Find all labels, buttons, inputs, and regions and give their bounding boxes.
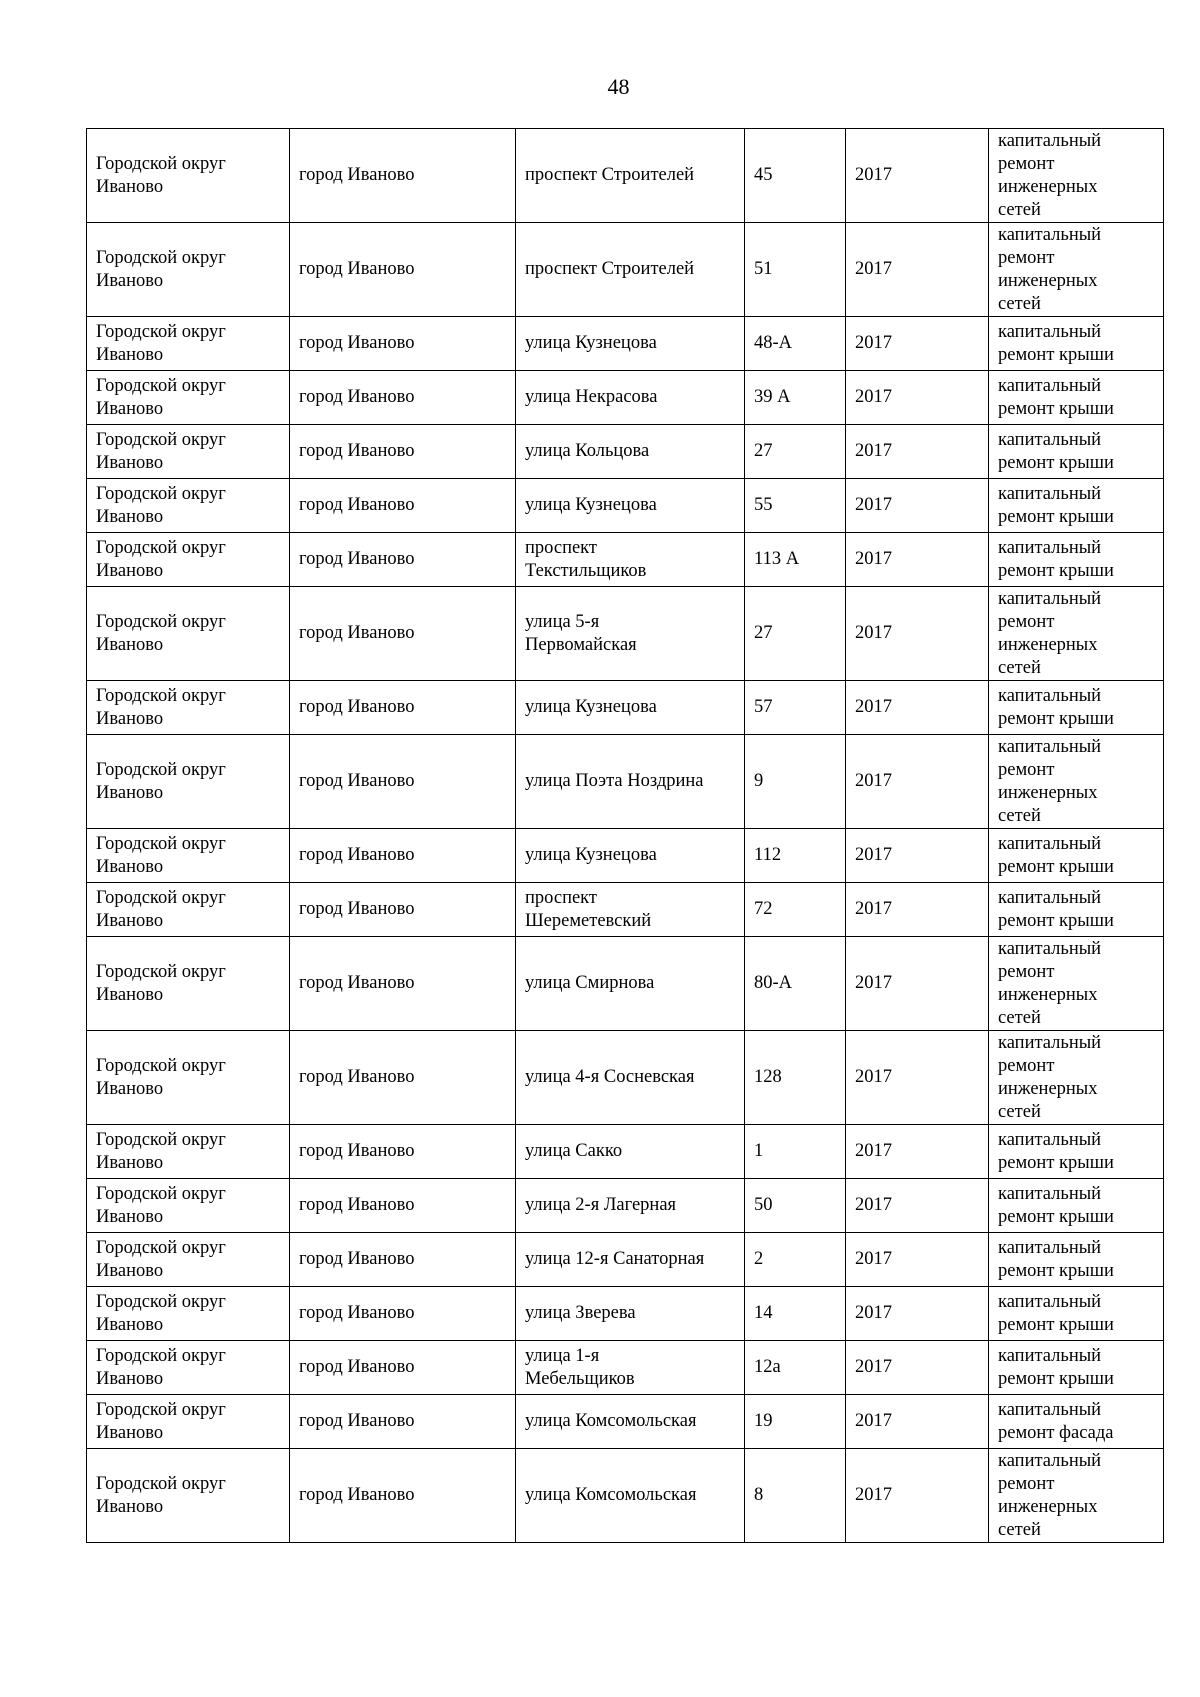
work-type-cell xyxy=(989,223,1164,317)
municipality-cell xyxy=(87,587,290,681)
street-cell xyxy=(516,587,745,681)
house-number-cell-text: 19 xyxy=(754,1411,773,1431)
table-row xyxy=(87,533,1164,587)
street-cell-text: улица Комсомольская xyxy=(525,1485,697,1505)
work-type-cell xyxy=(989,587,1164,681)
year-cell xyxy=(846,533,989,587)
municipality-cell-text: Городской округ Иваново xyxy=(96,961,226,1005)
year-cell-text: 2017 xyxy=(855,845,892,865)
work-type-cell xyxy=(989,1031,1164,1125)
house-number-cell xyxy=(745,533,846,587)
work-type-cell xyxy=(989,317,1164,371)
work-type-cell-text: капитальный ремонт инженерных сетей xyxy=(998,224,1102,314)
year-cell-text: 2017 xyxy=(855,441,892,461)
municipality-cell xyxy=(87,371,290,425)
street-cell-text: улица Кузнецова xyxy=(525,697,657,717)
year-cell-text: 2017 xyxy=(855,1485,892,1505)
table-row xyxy=(87,587,1164,681)
house-number-cell xyxy=(745,587,846,681)
work-type-cell-text: капитальный ремонт крыши xyxy=(998,1237,1114,1281)
house-number-cell-text: 9 xyxy=(754,771,764,791)
settlement-cell xyxy=(290,129,516,223)
street-cell-text: улица 5-я Первомайская xyxy=(525,611,637,655)
municipality-cell xyxy=(87,425,290,479)
municipality-cell-text: Городской округ Иваново xyxy=(96,1291,226,1335)
table-row xyxy=(87,1341,1164,1395)
work-type-cell xyxy=(989,829,1164,883)
house-number-cell xyxy=(745,1031,846,1125)
street-cell xyxy=(516,735,745,829)
year-cell xyxy=(846,937,989,1031)
house-number-cell xyxy=(745,425,846,479)
municipality-cell xyxy=(87,1031,290,1125)
work-type-cell xyxy=(989,129,1164,223)
table-row xyxy=(87,317,1164,371)
street-cell-text: проспект Шереметевский xyxy=(525,887,652,931)
street-cell-text: улица 12-я Санаторная xyxy=(525,1249,705,1269)
municipality-cell xyxy=(87,533,290,587)
year-cell-text: 2017 xyxy=(855,495,892,515)
house-number-cell xyxy=(745,129,846,223)
work-type-cell-text: капитальный ремонт крыши xyxy=(998,1291,1114,1335)
year-cell xyxy=(846,479,989,533)
municipality-cell xyxy=(87,1449,290,1543)
municipality-cell xyxy=(87,829,290,883)
year-cell xyxy=(846,1179,989,1233)
year-cell xyxy=(846,1287,989,1341)
house-number-cell xyxy=(745,1395,846,1449)
street-cell-text: улица Кольцова xyxy=(525,441,650,461)
street-cell-text: улица Кузнецова xyxy=(525,495,657,515)
work-type-cell-text: капитальный ремонт крыши xyxy=(998,887,1114,931)
table-row xyxy=(87,1287,1164,1341)
municipality-cell-text: Городской округ Иваново xyxy=(96,833,226,877)
house-number-cell xyxy=(745,1179,846,1233)
table-row xyxy=(87,129,1164,223)
year-cell-text: 2017 xyxy=(855,259,892,279)
street-cell-text: улица Кузнецова xyxy=(525,845,657,865)
street-cell xyxy=(516,1395,745,1449)
house-number-cell xyxy=(745,681,846,735)
municipality-cell-text: Городской округ Иваново xyxy=(96,611,226,655)
municipality-cell xyxy=(87,937,290,1031)
settlement-cell-text: город Иваново xyxy=(299,845,415,865)
work-type-cell xyxy=(989,937,1164,1031)
year-cell-text: 2017 xyxy=(855,387,892,407)
settlement-cell-text: город Иваново xyxy=(299,1357,415,1377)
municipality-cell-text: Городской округ Иваново xyxy=(96,1237,226,1281)
page-number: 48 xyxy=(607,74,630,99)
house-number-cell-text: 1 xyxy=(754,1141,764,1161)
table-row xyxy=(87,1233,1164,1287)
settlement-cell xyxy=(290,317,516,371)
street-cell xyxy=(516,479,745,533)
work-type-cell-text: капитальный ремонт инженерных сетей xyxy=(998,938,1102,1028)
year-cell xyxy=(846,1125,989,1179)
municipality-cell xyxy=(87,735,290,829)
municipality-cell-text: Городской округ Иваново xyxy=(96,1345,226,1389)
settlement-cell-text: город Иваново xyxy=(299,899,415,919)
house-number-cell xyxy=(745,937,846,1031)
settlement-cell-text: город Иваново xyxy=(299,1067,415,1087)
house-number-cell-text: 51 xyxy=(754,259,773,279)
settlement-cell-text: город Иваново xyxy=(299,1249,415,1269)
work-type-cell-text: капитальный ремонт инженерных сетей xyxy=(998,1032,1102,1122)
settlement-cell xyxy=(290,937,516,1031)
work-type-cell-text: капитальный ремонт крыши xyxy=(998,321,1114,365)
settlement-cell xyxy=(290,1031,516,1125)
work-type-cell-text: капитальный ремонт крыши xyxy=(998,685,1114,729)
settlement-cell xyxy=(290,1395,516,1449)
settlement-cell xyxy=(290,829,516,883)
year-cell xyxy=(846,223,989,317)
year-cell-text: 2017 xyxy=(855,771,892,791)
year-cell xyxy=(846,587,989,681)
settlement-cell xyxy=(290,371,516,425)
table-row xyxy=(87,479,1164,533)
street-cell xyxy=(516,129,745,223)
street-cell-text: улица Кузнецова xyxy=(525,333,657,353)
municipality-cell-text: Городской округ Иваново xyxy=(96,247,226,291)
settlement-cell xyxy=(290,1233,516,1287)
house-number-cell-text: 112 xyxy=(754,845,782,865)
house-number-cell-text: 2 xyxy=(754,1249,764,1269)
street-cell xyxy=(516,1287,745,1341)
house-number-cell xyxy=(745,317,846,371)
street-cell-text: улица Комсомольская xyxy=(525,1411,697,1431)
work-type-cell xyxy=(989,1125,1164,1179)
street-cell-text: проспект Строителей xyxy=(525,259,695,279)
settlement-cell xyxy=(290,735,516,829)
settlement-cell xyxy=(290,1449,516,1543)
table-row xyxy=(87,371,1164,425)
house-number-cell-text: 55 xyxy=(754,495,773,515)
settlement-cell xyxy=(290,223,516,317)
work-type-cell xyxy=(989,1287,1164,1341)
street-cell xyxy=(516,1449,745,1543)
house-number-cell-text: 27 xyxy=(754,623,773,643)
settlement-cell xyxy=(290,1125,516,1179)
municipality-cell-text: Городской округ Иваново xyxy=(96,537,226,581)
house-number-cell xyxy=(745,1287,846,1341)
street-cell xyxy=(516,371,745,425)
year-cell-text: 2017 xyxy=(855,333,892,353)
settlement-cell-text: город Иваново xyxy=(299,1141,415,1161)
year-cell xyxy=(846,1031,989,1125)
house-number-cell-text: 39 А xyxy=(754,387,791,407)
settlement-cell-text: город Иваново xyxy=(299,259,415,279)
municipality-cell-text: Городской округ Иваново xyxy=(96,887,226,931)
work-type-cell xyxy=(989,533,1164,587)
house-number-cell-text: 48-А xyxy=(754,333,793,353)
municipality-cell xyxy=(87,479,290,533)
street-cell-text: улица 2-я Лагерная xyxy=(525,1195,677,1215)
year-cell-text: 2017 xyxy=(855,973,892,993)
year-cell xyxy=(846,1395,989,1449)
settlement-cell-text: город Иваново xyxy=(299,1303,415,1323)
work-type-cell xyxy=(989,681,1164,735)
year-cell xyxy=(846,735,989,829)
house-number-cell-text: 12а xyxy=(754,1357,781,1377)
settlement-cell-text: город Иваново xyxy=(299,441,415,461)
settlement-cell xyxy=(290,587,516,681)
year-cell xyxy=(846,371,989,425)
table-row xyxy=(87,1031,1164,1125)
house-number-cell-text: 14 xyxy=(754,1303,773,1323)
work-type-cell xyxy=(989,479,1164,533)
year-cell-text: 2017 xyxy=(855,1195,892,1215)
year-cell xyxy=(846,1233,989,1287)
work-type-cell xyxy=(989,1449,1164,1543)
table-row xyxy=(87,1395,1164,1449)
municipality-cell xyxy=(87,1179,290,1233)
table-row xyxy=(87,681,1164,735)
municipality-cell xyxy=(87,1395,290,1449)
year-cell-text: 2017 xyxy=(855,697,892,717)
year-cell xyxy=(846,1449,989,1543)
municipality-cell xyxy=(87,883,290,937)
work-type-cell xyxy=(989,425,1164,479)
work-type-cell-text: капитальный ремонт крыши xyxy=(998,483,1114,527)
work-type-cell xyxy=(989,371,1164,425)
year-cell-text: 2017 xyxy=(855,165,892,185)
work-type-cell-text: капитальный ремонт крыши xyxy=(998,1129,1114,1173)
municipality-cell-text: Городской округ Иваново xyxy=(96,429,226,473)
table-row xyxy=(87,1125,1164,1179)
year-cell xyxy=(846,129,989,223)
street-cell xyxy=(516,681,745,735)
house-number-cell-text: 50 xyxy=(754,1195,773,1215)
house-number-cell xyxy=(745,829,846,883)
year-cell xyxy=(846,681,989,735)
municipality-cell-text: Городской округ Иваново xyxy=(96,1129,226,1173)
table-body xyxy=(87,129,1164,1543)
work-type-cell-text: капитальный ремонт крыши xyxy=(998,375,1114,419)
settlement-cell xyxy=(290,1341,516,1395)
street-cell-text: улица Сакко xyxy=(525,1141,623,1161)
municipality-cell-text: Городской округ Иваново xyxy=(96,1055,226,1099)
work-type-cell-text: капитальный ремонт крыши xyxy=(998,537,1114,581)
settlement-cell xyxy=(290,479,516,533)
municipality-cell xyxy=(87,129,290,223)
street-cell xyxy=(516,937,745,1031)
street-cell xyxy=(516,533,745,587)
house-number-cell-text: 113 А xyxy=(754,549,800,569)
house-number-cell xyxy=(745,1341,846,1395)
house-number-cell-text: 45 xyxy=(754,165,773,185)
municipality-cell-text: Городской округ Иваново xyxy=(96,685,226,729)
street-cell xyxy=(516,425,745,479)
municipality-cell xyxy=(87,317,290,371)
municipality-cell-text: Городской округ Иваново xyxy=(96,1399,226,1443)
house-number-cell-text: 128 xyxy=(754,1067,782,1087)
settlement-cell xyxy=(290,883,516,937)
work-type-cell xyxy=(989,735,1164,829)
house-number-cell-text: 57 xyxy=(754,697,773,717)
settlement-cell-text: город Иваново xyxy=(299,1411,415,1431)
settlement-cell-text: город Иваново xyxy=(299,1195,415,1215)
street-cell xyxy=(516,223,745,317)
settlement-cell-text: город Иваново xyxy=(299,771,415,791)
year-cell-text: 2017 xyxy=(855,1411,892,1431)
work-type-cell xyxy=(989,1395,1164,1449)
work-type-cell-text: капитальный ремонт инженерных сетей xyxy=(998,736,1102,826)
street-cell xyxy=(516,1125,745,1179)
year-cell-text: 2017 xyxy=(855,1067,892,1087)
house-number-cell-text: 8 xyxy=(754,1485,764,1505)
year-cell-text: 2017 xyxy=(855,899,892,919)
work-type-cell xyxy=(989,1179,1164,1233)
street-cell xyxy=(516,883,745,937)
settlement-cell-text: город Иваново xyxy=(299,1485,415,1505)
municipality-cell-text: Городской округ Иваново xyxy=(96,375,226,419)
municipality-cell xyxy=(87,1287,290,1341)
table-row xyxy=(87,1449,1164,1543)
street-cell xyxy=(516,1031,745,1125)
settlement-cell-text: город Иваново xyxy=(299,623,415,643)
settlement-cell-text: город Иваново xyxy=(299,697,415,717)
table-row xyxy=(87,829,1164,883)
year-cell-text: 2017 xyxy=(855,1249,892,1269)
municipality-cell xyxy=(87,1125,290,1179)
table-row xyxy=(87,735,1164,829)
work-type-cell xyxy=(989,883,1164,937)
table-row xyxy=(87,883,1164,937)
work-type-cell-text: капитальный ремонт фасада xyxy=(998,1399,1114,1443)
settlement-cell xyxy=(290,681,516,735)
work-type-cell-text: капитальный ремонт инженерных сетей xyxy=(998,588,1102,678)
house-number-cell xyxy=(745,1233,846,1287)
municipality-cell xyxy=(87,1341,290,1395)
municipality-cell xyxy=(87,1233,290,1287)
settlement-cell-text: город Иваново xyxy=(299,165,415,185)
house-number-cell-text: 27 xyxy=(754,441,773,461)
house-number-cell xyxy=(745,883,846,937)
street-cell-text: улица Некрасова xyxy=(525,387,658,407)
table-row xyxy=(87,425,1164,479)
repair-program-table xyxy=(86,128,1164,1543)
municipality-cell xyxy=(87,223,290,317)
street-cell xyxy=(516,1233,745,1287)
work-type-cell-text: капитальный ремонт инженерных сетей xyxy=(998,130,1102,220)
municipality-cell-text: Городской округ Иваново xyxy=(96,483,226,527)
house-number-cell-text: 80-А xyxy=(754,973,793,993)
municipality-cell xyxy=(87,681,290,735)
house-number-cell xyxy=(745,223,846,317)
year-cell-text: 2017 xyxy=(855,549,892,569)
house-number-cell xyxy=(745,371,846,425)
year-cell xyxy=(846,829,989,883)
house-number-cell xyxy=(745,479,846,533)
table-row xyxy=(87,1179,1164,1233)
settlement-cell-text: город Иваново xyxy=(299,333,415,353)
street-cell-text: проспект Строителей xyxy=(525,165,695,185)
settlement-cell-text: город Иваново xyxy=(299,387,415,407)
year-cell xyxy=(846,425,989,479)
work-type-cell-text: капитальный ремонт крыши xyxy=(998,429,1114,473)
year-cell xyxy=(846,1341,989,1395)
work-type-cell-text: капитальный ремонт инженерных сетей xyxy=(998,1450,1102,1540)
street-cell-text: улица Смирнова xyxy=(525,973,655,993)
work-type-cell-text: капитальный ремонт крыши xyxy=(998,1183,1114,1227)
year-cell-text: 2017 xyxy=(855,1141,892,1161)
street-cell xyxy=(516,829,745,883)
year-cell-text: 2017 xyxy=(855,1357,892,1377)
year-cell-text: 2017 xyxy=(855,623,892,643)
street-cell xyxy=(516,1341,745,1395)
work-type-cell-text: капитальный ремонт крыши xyxy=(998,1345,1114,1389)
work-type-cell-text: капитальный ремонт крыши xyxy=(998,833,1114,877)
work-type-cell xyxy=(989,1341,1164,1395)
settlement-cell xyxy=(290,1287,516,1341)
house-number-cell xyxy=(745,1449,846,1543)
settlement-cell-text: город Иваново xyxy=(299,495,415,515)
settlement-cell xyxy=(290,1179,516,1233)
work-type-cell xyxy=(989,1233,1164,1287)
table-row xyxy=(87,223,1164,317)
house-number-cell xyxy=(745,735,846,829)
year-cell xyxy=(846,883,989,937)
table-row xyxy=(87,937,1164,1031)
settlement-cell xyxy=(290,425,516,479)
street-cell-text: проспект Текстильщиков xyxy=(525,537,647,581)
municipality-cell-text: Городской округ Иваново xyxy=(96,153,226,197)
street-cell-text: улица 1-я Мебельщиков xyxy=(525,1345,635,1389)
street-cell xyxy=(516,1179,745,1233)
street-cell xyxy=(516,317,745,371)
year-cell xyxy=(846,317,989,371)
municipality-cell-text: Городской округ Иваново xyxy=(96,321,226,365)
house-number-cell xyxy=(745,1125,846,1179)
year-cell-text: 2017 xyxy=(855,1303,892,1323)
street-cell-text: улица Зверева xyxy=(525,1303,636,1323)
settlement-cell-text: город Иваново xyxy=(299,549,415,569)
settlement-cell-text: город Иваново xyxy=(299,973,415,993)
street-cell-text: улица Поэта Ноздрина xyxy=(525,771,704,791)
municipality-cell-text: Городской округ Иваново xyxy=(96,1473,226,1517)
municipality-cell-text: Городской округ Иваново xyxy=(96,1183,226,1227)
house-number-cell-text: 72 xyxy=(754,899,773,919)
municipality-cell-text: Городской округ Иваново xyxy=(96,759,226,803)
settlement-cell xyxy=(290,533,516,587)
street-cell-text: улица 4-я Сосневская xyxy=(525,1067,695,1087)
